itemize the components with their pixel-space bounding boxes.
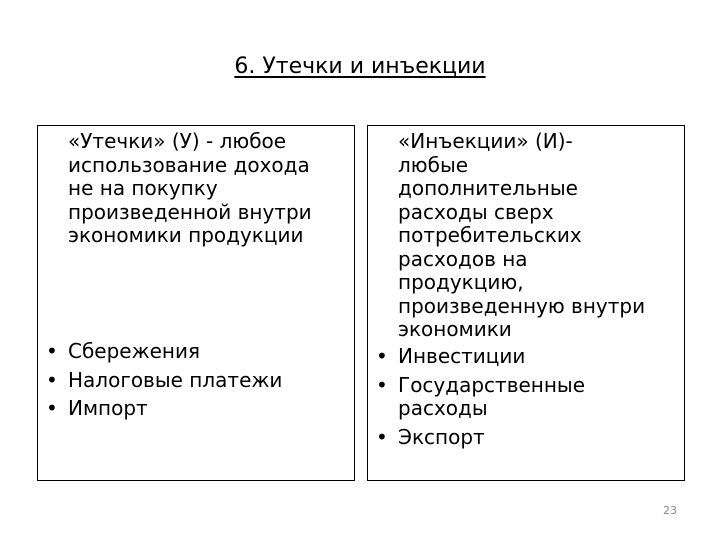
bullet-icon: • [376,424,388,449]
list-item-label: Государственные расходы [398,372,586,420]
injections-box [367,125,685,481]
leakages-list [38,340,282,426]
leakages-definition: «Утечки» (У) - любое использование дохода не на покупку произведенной внутри экономики продукции [68,129,312,247]
list-item-label: Инвестиции [398,344,526,368]
leakages-box [37,125,355,481]
list-item [368,345,585,369]
slide-title: 6. Утечки и инъекции [234,54,486,79]
bullet-icon: • [376,344,388,368]
bullet-icon: • [46,339,58,363]
list-item [368,374,585,421]
bullet-icon: • [376,372,388,397]
list-item [368,426,585,450]
bullet-icon: • [46,367,58,392]
page-number: 23 [663,504,677,517]
injections-definition: «Инъекции» (И)- любые дополнительные расходы сверх потребительских расходов на продукцию, произведенную внутри экономики [398,129,646,341]
list-item-label: Налоговые платежи [68,367,283,392]
list-item-label: Сбережения [68,339,201,363]
list-item-label: Импорт [68,396,148,420]
list-item-label: Экспорт [398,424,485,449]
list-item [38,397,282,421]
bullet-icon: • [46,396,58,420]
injections-list [368,345,585,454]
list-item [38,340,282,364]
list-item [38,369,282,393]
